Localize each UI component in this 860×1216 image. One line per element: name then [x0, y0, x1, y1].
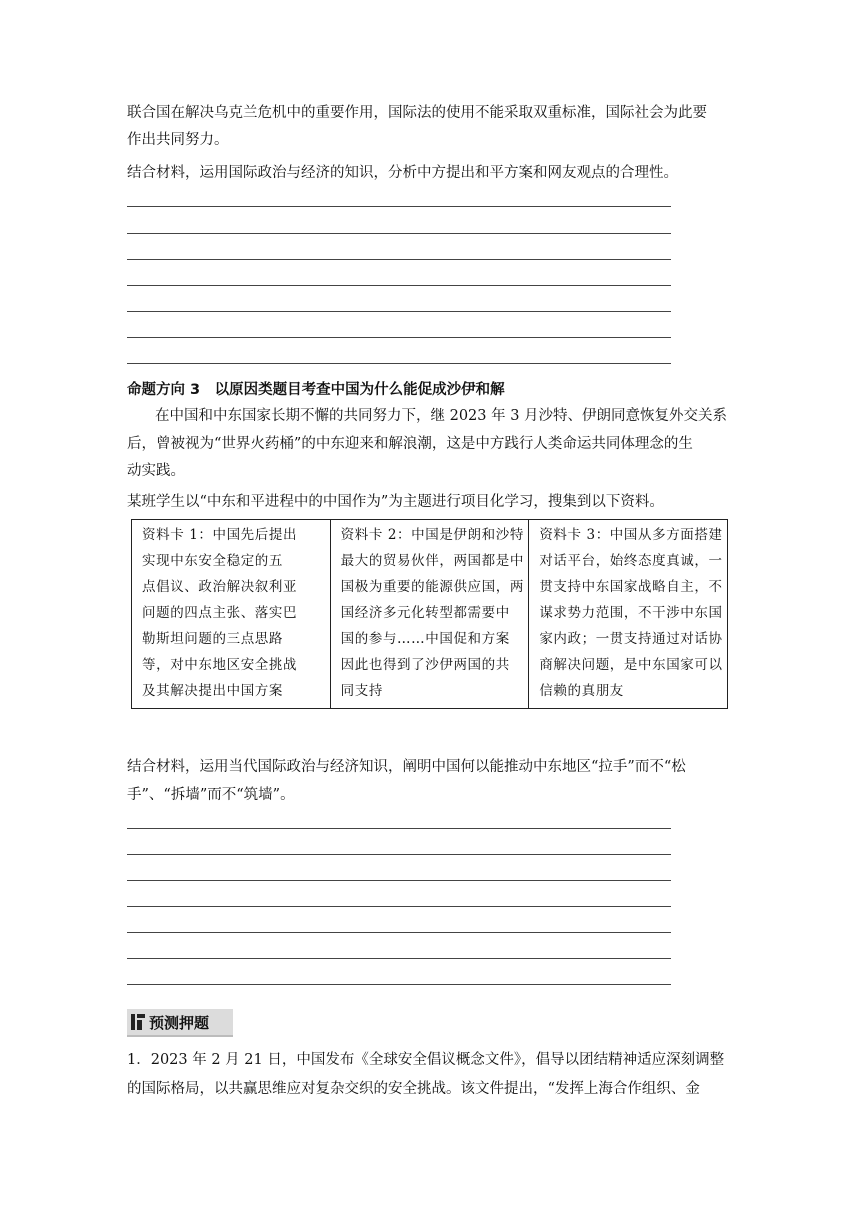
- card-line: 信赖的真朋友: [539, 683, 624, 699]
- answer-line: [127, 932, 671, 933]
- answer-line: [127, 259, 671, 260]
- card-line: 点倡议、政治解决叙利亚: [142, 579, 298, 595]
- question-1: 结合材料，运用国际政治与经济的知识，分析中方提出和平方案和网友观点的合理性。: [127, 165, 678, 181]
- answer-line: [127, 906, 671, 907]
- item-1-line: 的国际格局，以共赢思维应对复杂交织的安全挑战。该文件提出，“发挥上海合作组织、金: [127, 1081, 700, 1097]
- card-line: 家内政；一贯支持通过对话协: [539, 631, 723, 647]
- card-line: 等，对中东地区安全挑战: [142, 657, 298, 673]
- card-line: 国的参与……中国促和方案: [340, 631, 510, 647]
- card-line: 实现中东安全稳定的五: [142, 553, 283, 569]
- card-line: 问题的四点主张、落实巴: [142, 605, 298, 621]
- card-line: 资料卡 3：中国从多方面搭建: [539, 527, 723, 543]
- info-card-2: [330, 520, 529, 709]
- card-line: 最大的贸易伙伴，两国都是中: [340, 553, 524, 569]
- section-paragraph-line: 后，曾被视为“世界火药桶”的中东迎来和解浪潮，这是中方践行人类命运共同体理念的生: [127, 436, 693, 452]
- intro-line: 联合国在解决乌克兰危机中的重要作用，国际法的使用不能采取双重标准，国际社会为此要: [127, 105, 707, 121]
- card-line: 国经济多元化转型都需要中: [340, 605, 510, 621]
- section-mark-icon: [131, 1014, 145, 1030]
- intro-line: 作出共同努力。: [127, 132, 229, 148]
- prediction-banner: [127, 1009, 233, 1037]
- answer-line: [127, 311, 671, 312]
- answer-line: [127, 828, 671, 829]
- card-line: 谋求势力范围，不干涉中东国: [539, 605, 723, 621]
- project-intro: 某班学生以“中东和平进程中的中国作为”为主题进行项目化学习，搜集到以下资料。: [127, 494, 664, 510]
- card-line: 商解决问题，是中东国家可以: [539, 657, 723, 673]
- answer-line: [127, 285, 671, 286]
- answer-line: [127, 206, 671, 207]
- answer-line: [127, 984, 671, 985]
- card-line: 对话平台，始终态度真诚，一: [539, 553, 723, 569]
- card-line: 国极为重要的能源供应国，两: [340, 579, 524, 595]
- answer-line: [127, 363, 671, 364]
- info-card-1: [132, 520, 331, 709]
- card-line: 资料卡 1：中国先后提出: [142, 527, 298, 543]
- item-1-line: 1．2023 年 2 月 21 日，中国发布《全球安全倡议概念文件》，倡导以团结精神适应深刻调整: [127, 1052, 725, 1068]
- banner-label: 预测押题: [149, 1014, 210, 1032]
- answer-line: [127, 854, 671, 855]
- section-paragraph-line: 动实践。: [127, 463, 185, 479]
- card-line: 因此也得到了沙伊两国的共: [340, 657, 510, 673]
- card-line: 资料卡 2：中国是伊朗和沙特: [340, 527, 524, 543]
- question-3-line: 结合材料，运用当代国际政治与经济知识，阐明中国何以能推动中东地区“拉手”而不“松: [127, 759, 686, 775]
- card-line: 及其解决提出中国方案: [142, 683, 283, 699]
- answer-line: [127, 337, 671, 338]
- question-3-line: 手”、“拆墙”而不“筑墙”。: [127, 787, 295, 803]
- info-card-3: [529, 520, 728, 709]
- answer-line: [127, 233, 671, 234]
- section-paragraph-line: 在中国和中东国家长期不懈的共同努力下，继 2023 年 3 月沙特、伊朗同意恢复外交关系: [155, 408, 728, 424]
- info-cards-table: [131, 519, 728, 709]
- card-line: 勒斯坦问题的三点思路: [142, 631, 283, 647]
- card-line: 贯支持中东国家战略自主，不: [539, 579, 723, 595]
- answer-line: [127, 880, 671, 881]
- answer-line: [127, 958, 671, 959]
- section-heading: 命题方向 3 以原因类题目考查中国为什么能促成沙伊和解: [127, 382, 505, 398]
- card-line: 同支持: [340, 683, 383, 699]
- table-row: [132, 520, 728, 709]
